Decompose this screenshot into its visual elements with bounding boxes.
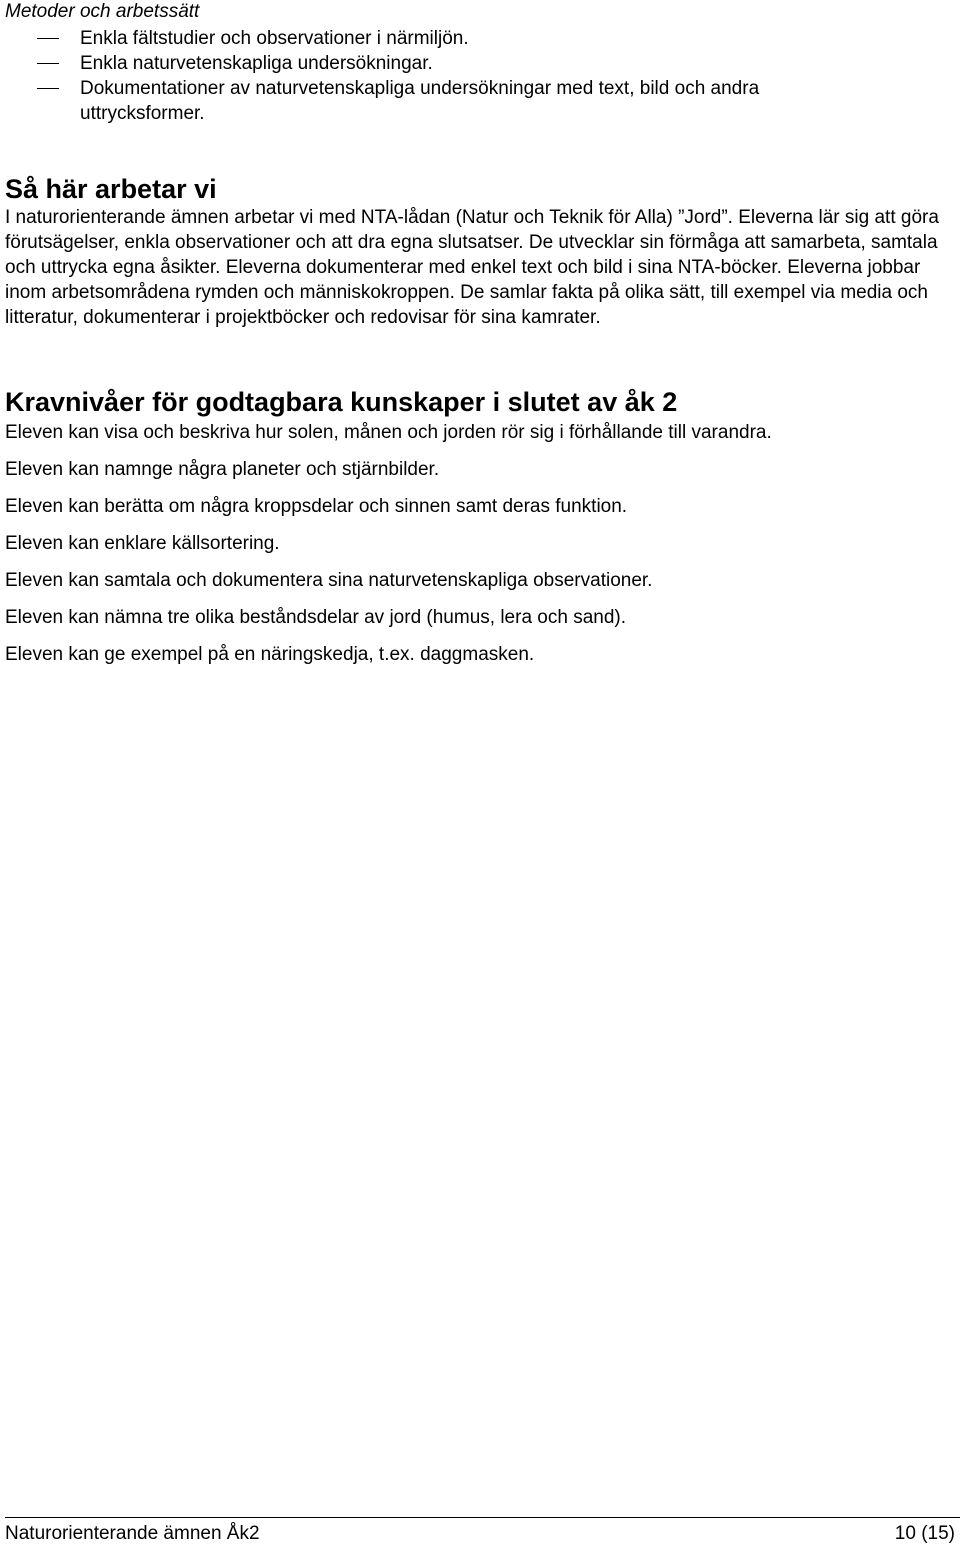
- criteria-title: Kravnivåer för godtagbara kunskaper i slutet av åk 2: [5, 387, 678, 417]
- list-item: [0, 76, 840, 126]
- list-item: Eleven kan visa och beskriva hur solen, månen och jorden rör sig i förhållande till varandra.: [5, 422, 772, 443]
- footer-document-title: Naturorienterande ämnen Åk2: [5, 1523, 260, 1544]
- list-item: Eleven kan berätta om några kroppsdelar och sinnen samt deras funktion.: [5, 496, 628, 517]
- list-item: [0, 51, 840, 76]
- dash-bullet-icon: [37, 63, 59, 64]
- list-item: Eleven kan nämna tre olika beståndsdelar av jord (humus, lera och sand).: [5, 607, 627, 628]
- footer-divider: [5, 1517, 960, 1518]
- list-item: Eleven kan ge exempel på en näringskedja, t.ex. daggmasken.: [5, 644, 535, 665]
- method-item-text: Enkla naturvetenskapliga undersökningar.: [80, 53, 433, 74]
- methods-heading: Metoder och arbetssätt: [5, 1, 200, 22]
- list-item: Eleven kan samtala och dokumentera sina naturvetenskapliga observationer.: [5, 570, 653, 591]
- dash-bullet-icon: [37, 38, 59, 39]
- list-item: Eleven kan namnge några planeter och stjärnbilder.: [5, 459, 440, 480]
- how-we-work-title: Så här arbetar vi: [5, 174, 217, 204]
- how-we-work-paragraph: I naturorienterande ämnen arbetar vi med NTA-lådan (Natur och Teknik för Alla) ”Jord”. Eleverna lär sig att göra förutsägelser, enkla observationer och att dra egna slutsatser. De utvecklar sin förmåga att samarbeta, samtala och uttrycka egna åsikter. Eleverna dokumenterar med enkel text och bild i sina NTA-böcker. Eleverna jobbar inom arbetsområdena rymden och människokroppen. De samlar fakta på olika sätt, till exempel via media och litteratur, dokumenterar i projektböcker och redovisar för sina kamrater.: [5, 207, 939, 328]
- criteria-list: [5, 420, 955, 679]
- method-item-text: Dokumentationer av naturvetenskapliga undersökningar med text, bild och andra uttrycksformer.: [80, 78, 760, 124]
- methods-list: [0, 26, 960, 126]
- list-item: Eleven kan enklare källsortering.: [5, 533, 280, 554]
- list-item: [0, 26, 840, 51]
- dash-bullet-icon: [37, 88, 59, 89]
- footer-page-number: 10 (15): [894, 1523, 955, 1544]
- method-item-text: Enkla fältstudier och observationer i närmiljön.: [80, 28, 469, 49]
